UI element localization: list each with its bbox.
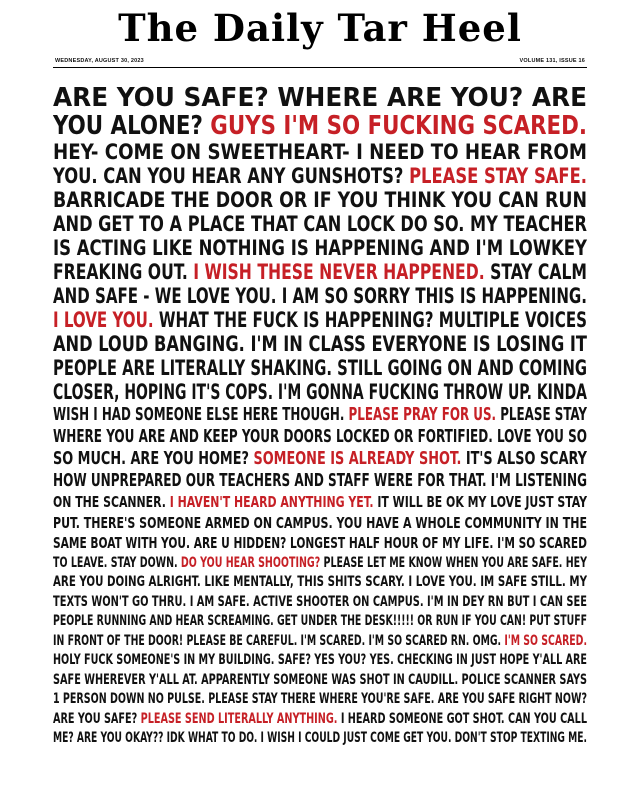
message-text: ARE YOU DOING ALRIGHT. LIKE MENTALLY, THIS SHITS SCARY. I LOVE YOU. IM SAFE STILL. MY	[53, 574, 587, 590]
highlighted-message: PLEASE PRAY FOR US.	[348, 404, 497, 425]
message-text: WISH I HAD SOMEONE ELSE HERE THOUGH.	[53, 404, 349, 425]
poem-line	[53, 404, 587, 426]
message-text: PLEASE LET ME KNOW WHEN YOU ARE SAFE. HEY	[320, 554, 587, 571]
highlighted-message: I WISH THESE NEVER HAPPENED.	[193, 260, 485, 284]
poem-line	[53, 533, 587, 554]
poem-line	[53, 260, 587, 284]
poem-line	[53, 710, 587, 730]
message-text: ON THE SCANNER.	[53, 493, 170, 511]
poem-line	[53, 651, 587, 671]
poem-line	[53, 573, 587, 593]
poem-line	[53, 729, 587, 749]
poem-line	[53, 84, 587, 112]
poem-line	[53, 612, 587, 632]
message-text: BARRICADE THE DOOR OR IF YOU THINK YOU CAN RUN	[53, 188, 587, 212]
message-text: YOU ALONE?	[53, 112, 211, 140]
message-text: HOW UNPREPARED OUR TEACHERS AND STAFF WERE FOR THAT. I'M LISTENING	[53, 470, 587, 491]
message-text: HEY- COME ON SWEETHEART- I NEED TO HEAR FROM	[53, 140, 587, 164]
poem-line	[53, 308, 587, 332]
issue-date: WEDNESDAY, AUGUST 30, 2023	[55, 58, 144, 64]
poem-line	[53, 492, 587, 513]
message-text: YOU. CAN YOU HEAR ANY GUNSHOTS?	[53, 164, 410, 188]
poem-line	[53, 112, 587, 140]
message-text: I HEARD SOMEONE GOT SHOT. CAN YOU CALL	[337, 710, 587, 727]
masthead-rule	[53, 67, 587, 68]
message-text: STAY CALM	[484, 260, 587, 284]
poem-line	[53, 554, 587, 574]
text-message-poem	[53, 84, 587, 749]
poem-line	[53, 470, 587, 492]
poem-line	[53, 671, 587, 691]
masthead-title: The Daily Tar Heel	[118, 6, 522, 50]
poem-line	[53, 188, 587, 212]
message-text: SO MUCH. ARE YOU HOME?	[53, 448, 254, 469]
message-text: PEOPLE ARE LITERALLY SHAKING. STILL GOING ON AND COMING	[53, 356, 587, 380]
message-text: IT WILL BE OK MY LOVE JUST STAY	[373, 493, 587, 511]
poem-line	[53, 632, 587, 652]
message-text: IN FRONT OF THE DOOR! PLEASE BE CAREFUL. I'M SCARED. I'M SO SCARED RN. OMG.	[53, 632, 505, 649]
message-text: TO LEAVE. STAY DOWN.	[53, 554, 181, 571]
poem-line	[53, 164, 587, 188]
message-text: ME? ARE YOU OKAY?? IDK WHAT TO DO. I WISH I COULD JUST COME GET YOU. DON'T STOP TEXTING ME.	[53, 730, 587, 746]
message-text: SAME BOAT WITH YOU. ARE U HIDDEN? LONGEST HALF HOUR OF MY LIFE. I'M SO SCARED	[53, 534, 587, 552]
issue-volume: VOLUME 131, ISSUE 16	[519, 58, 585, 64]
message-text: ARE YOU SAFE?	[53, 710, 141, 727]
poem-line	[53, 236, 587, 260]
poem-line	[53, 448, 587, 470]
message-text: PEOPLE RUNNING AND HEAR SCREAMING. GET UNDER THE DESK!!!!! OR RUN IF YOU CAN! PUT STUFF	[53, 613, 587, 629]
message-text: FREAKING OUT.	[53, 260, 194, 284]
highlighted-message: GUYS I'M SO FUCKING SCARED.	[210, 112, 587, 140]
masthead-meta	[53, 57, 587, 65]
highlighted-message: PLEASE STAY SAFE.	[409, 164, 587, 188]
message-text: SAFE WHEREVER Y'ALL AT. APPARENTLY SOMEONE WAS SHOT IN CAUDILL. POLICE SCANNER SAYS	[53, 671, 587, 688]
message-text: CLOSER, HOPING IT'S COPS. I'M GONNA FUCKING THROW UP. KINDA	[53, 380, 587, 404]
message-text: 1 PERSON DOWN NO PULSE. PLEASE STAY THERE WHERE YOU'RE SAFE. ARE YOU SAFE RIGHT NOW?	[53, 691, 587, 707]
message-text: ARE YOU SAFE? WHERE ARE YOU? ARE	[53, 84, 587, 112]
poem-line	[53, 140, 587, 164]
poem-line	[53, 426, 587, 448]
poem-line	[53, 593, 587, 613]
message-text: WHAT THE FUCK IS HAPPENING? MULTIPLE VOICES	[153, 308, 587, 332]
message-text: PLEASE STAY	[496, 404, 587, 425]
message-text: AND GET TO A PLACE THAT CAN LOCK DO SO. MY TEACHER	[53, 212, 587, 236]
poem-line	[53, 332, 587, 356]
poem-line	[53, 690, 587, 710]
message-text: WHERE YOU ARE AND KEEP YOUR DOORS LOCKED OR FORTIFIED. LOVE YOU SO	[53, 426, 587, 447]
highlighted-message: SOMEONE IS ALREADY SHOT.	[253, 448, 462, 469]
poem-line	[53, 380, 587, 404]
highlighted-message: I LOVE YOU.	[53, 308, 154, 332]
message-text: IT'S ALSO SCARY	[461, 448, 587, 469]
highlighted-message: PLEASE SEND LITERALLY ANYTHING.	[140, 710, 338, 727]
poem-line	[53, 356, 587, 380]
message-text: HOLY FUCK SOMEONE'S IN MY BUILDING. SAFE? YES YOU? YES. CHECKING IN JUST HOPE Y'ALL ARE	[53, 652, 587, 668]
poem-line	[53, 284, 587, 308]
highlighted-message: DO YOU HEAR SHOOTING?	[180, 554, 321, 571]
highlighted-message: I HAVEN'T HEARD ANYTHING YET.	[169, 493, 374, 511]
message-text: TEXTS WON'T GO THRU. I AM SAFE. ACTIVE SHOOTER ON CAMPUS. I'M IN DEY RN BUT I CAN SEE	[53, 593, 587, 610]
message-text: AND SAFE - WE LOVE YOU. I AM SO SORRY THIS IS HAPPENING.	[53, 284, 587, 308]
poem-line	[53, 513, 587, 534]
poem-line	[53, 212, 587, 236]
message-text: IS ACTING LIKE NOTHING IS HAPPENING AND I'M LOWKEY	[53, 236, 587, 260]
message-text: PUT. THERE'S SOMEONE ARMED ON CAMPUS. YOU HAVE A WHOLE COMMUNITY IN THE	[53, 513, 587, 532]
highlighted-message: I'M SO SCARED.	[504, 632, 587, 649]
message-text: AND LOUD BANGING. I'M IN CLASS EVERYONE IS LOSING IT	[53, 332, 587, 356]
